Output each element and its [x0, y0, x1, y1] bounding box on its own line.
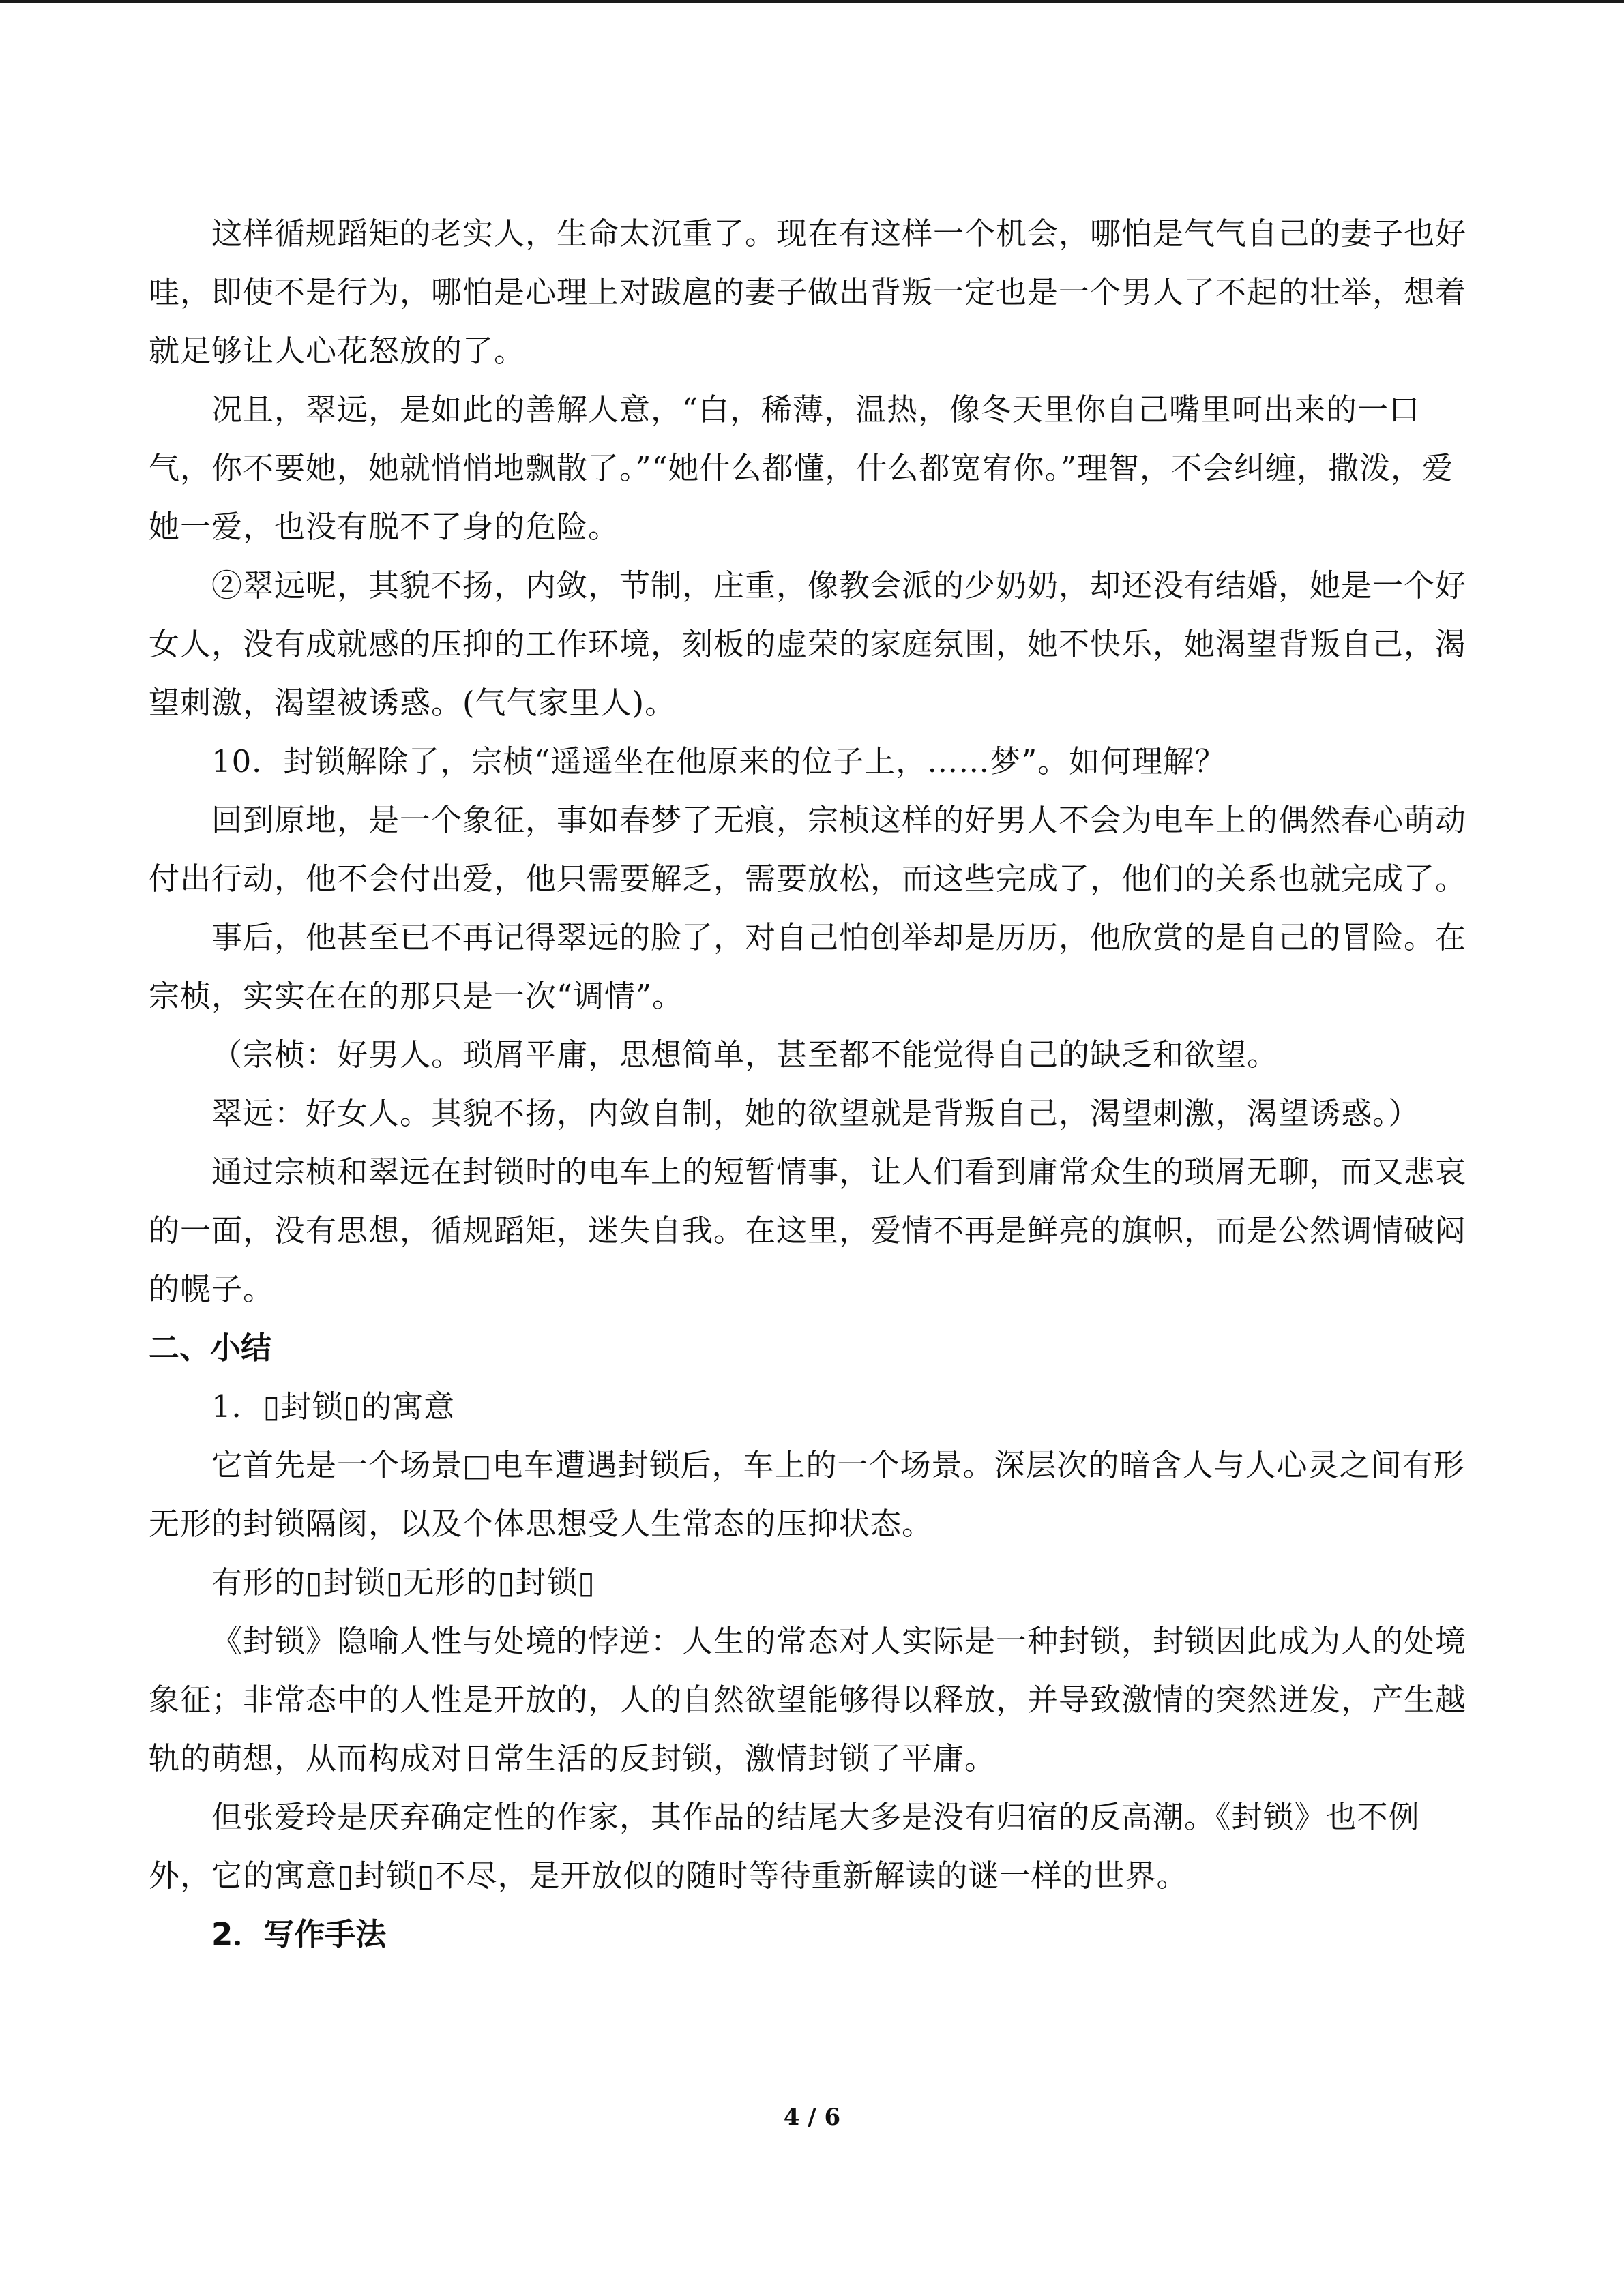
paragraph-8: 翠远：好女人。其貌不扬，内敛自制，她的欲望就是背叛自己，渴望刺激，渴望诱惑。） — [211, 1095, 1420, 1131]
paragraph-1: 这样循规蹈矩的老实人，生命太沉重了。现在有这样一个机会，哪怕是气气自己的妻子也好哇，即使不是行为，哪怕是心理上对跋扈的妻子做出背叛一定也是一个男人了不起的壮举，想着就足够让人心花怒放的了。 — [149, 215, 1467, 369]
paragraph-12: 有形的▯封锁▯无形的▯封锁▯ — [211, 1564, 596, 1600]
question-10: 10．封锁解除了，宗桢“遥遥坐在他原来的位子上，……梦”。如何理解？ — [211, 743, 1226, 779]
subheading-writing-technique: 2．写作手法 — [211, 1916, 387, 1952]
paragraph-5: 回到原地，是一个象征，事如春梦了无痕，宗桢这样的好男人不会为电车上的偶然春心萌动付出行动，他不会付出爱，他只需要解乏，需要放松，而这些完成了，他们的关系也就完成了。 — [149, 802, 1467, 897]
paragraph-2: 况且，翠远，是如此的善解人意，“白，稀薄，温热，像冬天里你自己嘴里呵出来的一口气，你不要她，她就悄悄地飘散了。”“她什么都懂，什么都宽宥你。”理智，不会纠缠，撒泼，爱她一爱，也没有脱不了身的危险。 — [149, 391, 1454, 545]
page-number: 4 / 6 — [783, 2104, 841, 2131]
paragraph-11: 它首先是一个场景□电车遭遇封锁后，车上的一个场景。深层次的暗含人与人心灵之间有形无形的封锁隔阂，以及个体思想受人生常态的压抑状态。 — [149, 1447, 1465, 1542]
paragraph-6: 事后，他甚至已不再记得翠远的脸了，对自己怕创举却是历历，他欣赏的是自己的冒险。在宗桢，实实在在的那只是一次“调情”。 — [149, 919, 1467, 1014]
section-heading-summary: 二、小结 — [149, 1330, 272, 1366]
paragraph-13: 《封锁》隐喻人性与处境的悖逆：人生的常态对人实际是一种封锁，封锁因此成为人的处境象征；非常态中的人性是开放的，人的自然欲望能够得以释放，并导致激情的突然迸发，产生越轨的萌想，从而构成对日常生活的反封锁，激情封锁了平庸。 — [149, 1623, 1467, 1776]
paragraph-9: 通过宗桢和翠远在封锁时的电车上的短暂情事，让人们看到庸常众生的琐屑无聊，而又悲哀的一面，没有思想，循规蹈矩，迷失自我。在这里，爱情不再是鲜亮的旗帜，而是公然调情破闷的幌子。 — [149, 1154, 1467, 1307]
subheading-meaning: 1．▯封锁▯的寓意 — [211, 1388, 456, 1425]
document-body — [149, 205, 1475, 1964]
paragraph-3: ②翠远呢，其貌不扬，内敛，节制，庄重，像教会派的少奶奶，却还没有结婚，她是一个好女人，没有成就感的压抑的工作环境，刻板的虚荣的家庭氛围，她不快乐，她渴望背叛自己，渴望刺激，渴望被诱惑。(气气家里人)。 — [149, 567, 1467, 721]
top-border-line — [0, 0, 1624, 3]
paragraph-14: 但张爱玲是厌弃确定性的作家，其作品的结尾大多是没有归宿的反高潮。《封锁》也不例外，它的寓意▯封锁▯不尽，是开放似的随时等待重新解读的谜一样的世界。 — [149, 1799, 1420, 1894]
paragraph-7: （宗桢：好男人。琐屑平庸，思想简单，甚至都不能觉得自己的缺乏和欲望。 — [211, 1037, 1279, 1073]
